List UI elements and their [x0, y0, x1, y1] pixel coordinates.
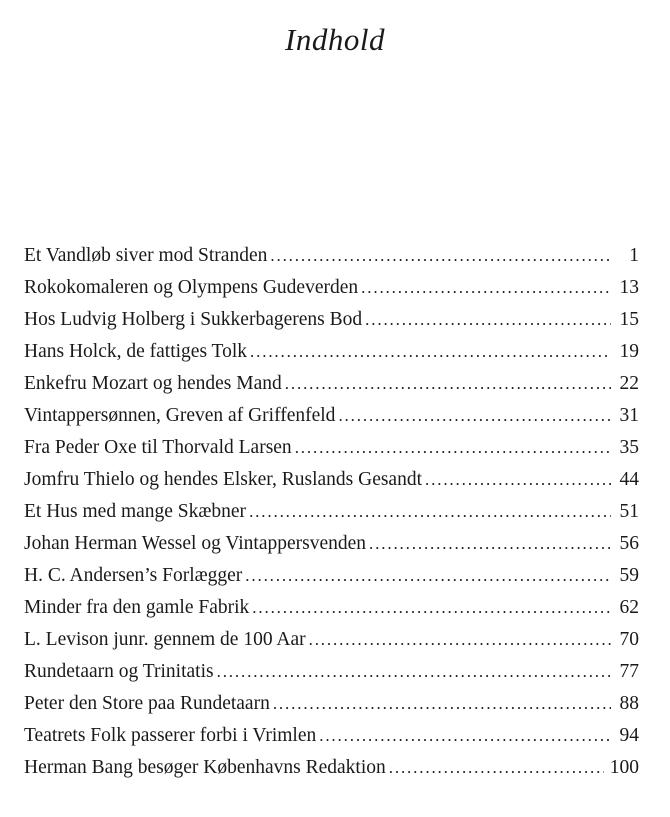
toc-entry [24, 688, 639, 720]
dot-leader [250, 336, 611, 368]
entry-page-number: 44 [619, 469, 639, 490]
entry-page-number: 77 [619, 661, 639, 682]
table-of-contents [24, 240, 639, 784]
dot-leader [309, 624, 611, 656]
entry-page-number: 62 [619, 597, 639, 618]
toc-entry [24, 624, 639, 656]
entry-page-number: 51 [619, 501, 639, 522]
dot-leader [285, 368, 611, 400]
toc-entry [24, 432, 639, 464]
entry-page-number: 31 [619, 405, 639, 426]
dot-leader [369, 528, 611, 560]
entry-title: Enkefru Mozart og hendes Mand [24, 373, 282, 394]
dot-leader [249, 496, 611, 528]
entry-page-number: 70 [619, 629, 639, 650]
dot-leader [389, 752, 604, 784]
dot-leader [252, 592, 611, 624]
entry-page-number: 88 [619, 693, 639, 714]
dot-leader [295, 432, 611, 464]
dot-leader [273, 688, 611, 720]
entry-title: Minder fra den gamle Fabrik [24, 597, 250, 618]
entry-title: Herman Bang besøger Københavns Redaktion [24, 757, 386, 778]
entry-title: Rokokomaleren og Olympens Gudeverden [24, 277, 359, 298]
entry-page-number: 100 [609, 757, 639, 778]
dot-leader [425, 464, 611, 496]
entry-page-number: 94 [619, 725, 639, 746]
entry-page-number: 59 [619, 565, 639, 586]
toc-entry [24, 592, 639, 624]
entry-title: Hos Ludvig Holberg i Sukkerbagerens Bod [24, 309, 363, 330]
toc-entry [24, 272, 639, 304]
entry-title: L. Levison junr. gennem de 100 Aar [24, 629, 306, 650]
toc-entry [24, 304, 639, 336]
toc-entry [24, 496, 639, 528]
entry-page-number: 15 [619, 309, 639, 330]
entry-page-number: 1 [629, 245, 639, 266]
dot-leader [270, 240, 611, 272]
entry-title: Teatrets Folk passerer forbi i Vrimlen [24, 725, 317, 746]
dot-leader [338, 400, 611, 432]
entry-title: Hans Holck, de fattiges Tolk [24, 341, 248, 362]
toc-entry [24, 368, 639, 400]
toc-entry [24, 336, 639, 368]
entry-title: H. C. Andersen’s Forlægger [24, 565, 243, 586]
toc-entry [24, 720, 639, 752]
entry-title: Jomfru Thielo og hendes Elsker, Ruslands Gesandt [24, 469, 423, 490]
entry-title: Johan Herman Wessel og Vintappersvenden [24, 533, 367, 554]
toc-entry [24, 240, 639, 272]
entry-title: Et Vandløb siver mod Stranden [24, 245, 268, 266]
entry-title: Et Hus med mange Skæbner [24, 501, 247, 522]
entry-page-number: 19 [619, 341, 639, 362]
entry-title: Fra Peder Oxe til Thorvald Larsen [24, 437, 292, 458]
page-title: Indhold [285, 22, 385, 57]
entry-page-number: 22 [619, 373, 639, 394]
dot-leader [319, 720, 611, 752]
toc-entry [24, 752, 639, 784]
dot-leader [217, 656, 611, 688]
entry-title: Vintappersønnen, Greven af Griffenfeld [24, 405, 336, 426]
toc-entry [24, 560, 639, 592]
entry-page-number: 13 [619, 277, 639, 298]
dot-leader [365, 304, 611, 336]
toc-entry [24, 400, 639, 432]
dot-leader [361, 272, 611, 304]
entry-title: Rundetaarn og Trinitatis [24, 661, 214, 682]
toc-entry [24, 464, 639, 496]
entry-page-number: 56 [619, 533, 639, 554]
entry-page-number: 35 [619, 437, 639, 458]
dot-leader [245, 560, 611, 592]
toc-entry [24, 656, 639, 688]
entry-title: Peter den Store paa Rundetaarn [24, 693, 270, 714]
toc-entry [24, 528, 639, 560]
